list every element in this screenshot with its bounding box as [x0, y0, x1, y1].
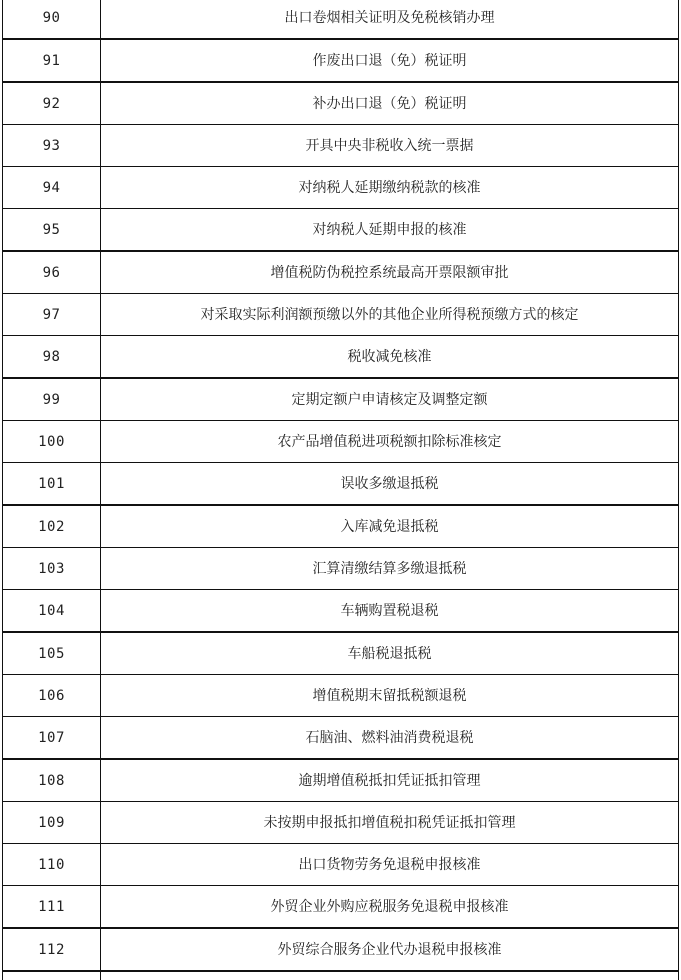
table-row: [3, 421, 679, 463]
table-row: [3, 209, 679, 252]
row-number: 107: [3, 717, 101, 760]
row-number: 111: [3, 886, 101, 929]
item-name: 入库减免退抵税: [101, 505, 679, 548]
table-row: [3, 717, 679, 760]
item-name: 出口卷烟相关证明及免税核销办理: [101, 0, 679, 39]
table-row: [3, 802, 679, 844]
item-name: 石脑油、燃料油消费税退税: [101, 717, 679, 760]
service-items-table: [2, 0, 679, 980]
item-name: 对纳税人延期申报的核准: [101, 209, 679, 252]
row-number: 106: [3, 675, 101, 717]
row-number: 95: [3, 209, 101, 252]
row-number: 96: [3, 251, 101, 294]
item-name: 税收减免核准: [101, 336, 679, 379]
item-name: 补办出口退（免）税证明: [101, 82, 679, 125]
table-row: [3, 39, 679, 82]
item-name: 开具中央非税收入统一票据: [101, 125, 679, 167]
table-row: [3, 505, 679, 548]
row-number: 108: [3, 759, 101, 802]
row-number: 109: [3, 802, 101, 844]
table-row: [3, 590, 679, 633]
row-number: 92: [3, 82, 101, 125]
row-number: 91: [3, 39, 101, 82]
item-name: 增值税防伪税控系统最高开票限额审批: [101, 251, 679, 294]
table-row: [3, 125, 679, 167]
item-name: 农产品增值税进项税额扣除标准核定: [101, 421, 679, 463]
row-number: [3, 971, 101, 980]
item-name: 逾期增值税抵扣凭证抵扣管理: [101, 759, 679, 802]
row-number: 105: [3, 632, 101, 675]
row-number: 110: [3, 844, 101, 886]
table-row: [3, 971, 679, 980]
row-number: 98: [3, 336, 101, 379]
row-number: 99: [3, 378, 101, 421]
table-row: [3, 675, 679, 717]
item-name: [101, 971, 679, 980]
table-row: [3, 251, 679, 294]
item-name: 作废出口退（免）税证明: [101, 39, 679, 82]
table-row: [3, 886, 679, 929]
row-number: 90: [3, 0, 101, 39]
item-name: 定期定额户申请核定及调整定额: [101, 378, 679, 421]
table-row: [3, 548, 679, 590]
item-name: 出口货物劳务免退税申报核准: [101, 844, 679, 886]
row-number: 104: [3, 590, 101, 633]
item-name: 对纳税人延期缴纳税款的核准: [101, 167, 679, 209]
table-row: [3, 463, 679, 506]
table-row: [3, 844, 679, 886]
row-number: 102: [3, 505, 101, 548]
item-name: 外贸企业外购应税服务免退税申报核准: [101, 886, 679, 929]
row-number: 103: [3, 548, 101, 590]
row-number: 101: [3, 463, 101, 506]
row-number: 100: [3, 421, 101, 463]
item-name: 外贸综合服务企业代办退税申报核准: [101, 928, 679, 971]
item-name: 误收多缴退抵税: [101, 463, 679, 506]
item-name: 汇算清缴结算多缴退抵税: [101, 548, 679, 590]
row-number: 112: [3, 928, 101, 971]
table-row: [3, 0, 679, 39]
table-row: [3, 167, 679, 209]
table-row: [3, 632, 679, 675]
item-name: 增值税期末留抵税额退税: [101, 675, 679, 717]
row-number: 93: [3, 125, 101, 167]
table-row: [3, 759, 679, 802]
item-name: 未按期申报抵扣增值税扣税凭证抵扣管理: [101, 802, 679, 844]
row-number: 94: [3, 167, 101, 209]
table-row: [3, 294, 679, 336]
table-row: [3, 82, 679, 125]
table-row: [3, 336, 679, 379]
item-name: 对采取实际利润额预缴以外的其他企业所得税预缴方式的核定: [101, 294, 679, 336]
row-number: 97: [3, 294, 101, 336]
table-row: [3, 928, 679, 971]
item-name: 车船税退抵税: [101, 632, 679, 675]
table-row: [3, 378, 679, 421]
item-name: 车辆购置税退税: [101, 590, 679, 633]
